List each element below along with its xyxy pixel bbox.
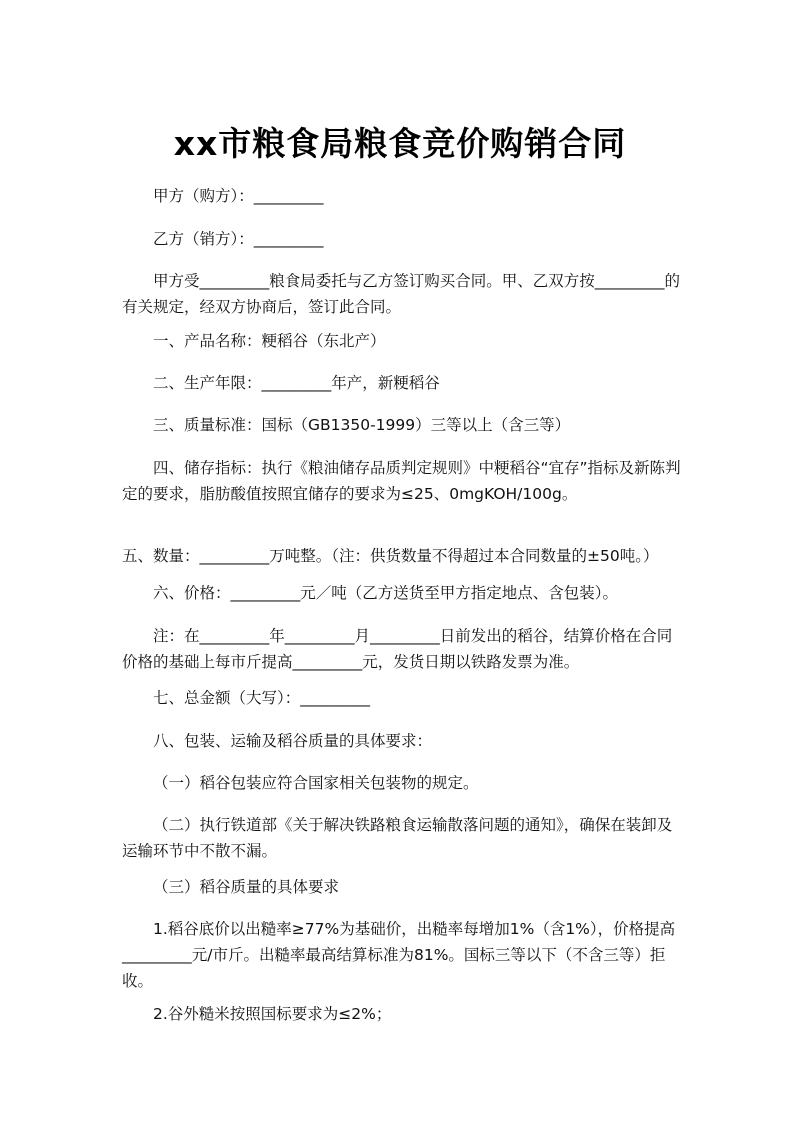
quality-item-1: 1.稻谷底价以出糙率≥77%为基础价，出糙率每增加1%（含1%），价格提高_________元/市斤。出糙率最高结算标准为81%。国标三等以下（不含三等）拒收。 — [122, 920, 676, 990]
clause-packaging-transport: 八、包装、运输及稻谷质量的具体要求： — [153, 732, 433, 750]
quality-item-2: 2.谷外糙米按照国标要求为≤2%； — [153, 1005, 392, 1023]
intro-paragraph: 甲方受_________粮食局委托与乙方签订购买合同。甲、乙双方按_________的有关规定，经双方协商后，签订此合同。 — [122, 272, 681, 316]
clause-quantity: 五、数量：_________万吨整。（注：供货数量不得超过本合同数量的±50吨。） — [122, 547, 659, 565]
clause-storage-index: 四、储存指标：执行《粮油储存品质判定规则》中粳稻谷“宜存”指标及新陈判定的要求，脂肪酸值按照宜储存的要求为≤25、0mgKOH/100g。 — [122, 459, 681, 503]
price-note: 注：在_________年_________月_________日前发出的稻谷，结算价格在合同价格的基础上每市斤提高_________元，发货日期以铁路发票为准。 — [122, 627, 673, 671]
party-b-line: 乙方（销方）：_________ — [153, 230, 324, 248]
sub-clause-packaging: （一）稻谷包装应符合国家相关包装物的规定。 — [153, 774, 479, 792]
clause-quality-standard: 三、质量标准：国标（GB1350-1999）三等以上（含三等） — [153, 416, 571, 434]
document-title: xx市粮食局粮食竞价购销合同 — [173, 124, 627, 163]
clause-product-name: 一、产品名称：粳稻谷（东北产） — [153, 332, 386, 350]
clause-total-amount: 七、总金额（大写）：_________ — [153, 689, 371, 707]
sub-clause-railway: （二）执行铁道部《关于解决铁路粮食运输散落问题的通知》，确保在装卸及运输环节中不散不漏。 — [122, 816, 673, 860]
sub-clause-quality: （三）稻谷质量的具体要求 — [153, 878, 340, 896]
clause-price: 六、价格：_________元／吨（乙方送货至甲方指定地点、含包装）。 — [153, 584, 619, 602]
clause-production-year: 二、生产年限：_________年产，新粳稻谷 — [153, 374, 440, 392]
party-a-line: 甲方（购方）：_________ — [153, 187, 324, 205]
